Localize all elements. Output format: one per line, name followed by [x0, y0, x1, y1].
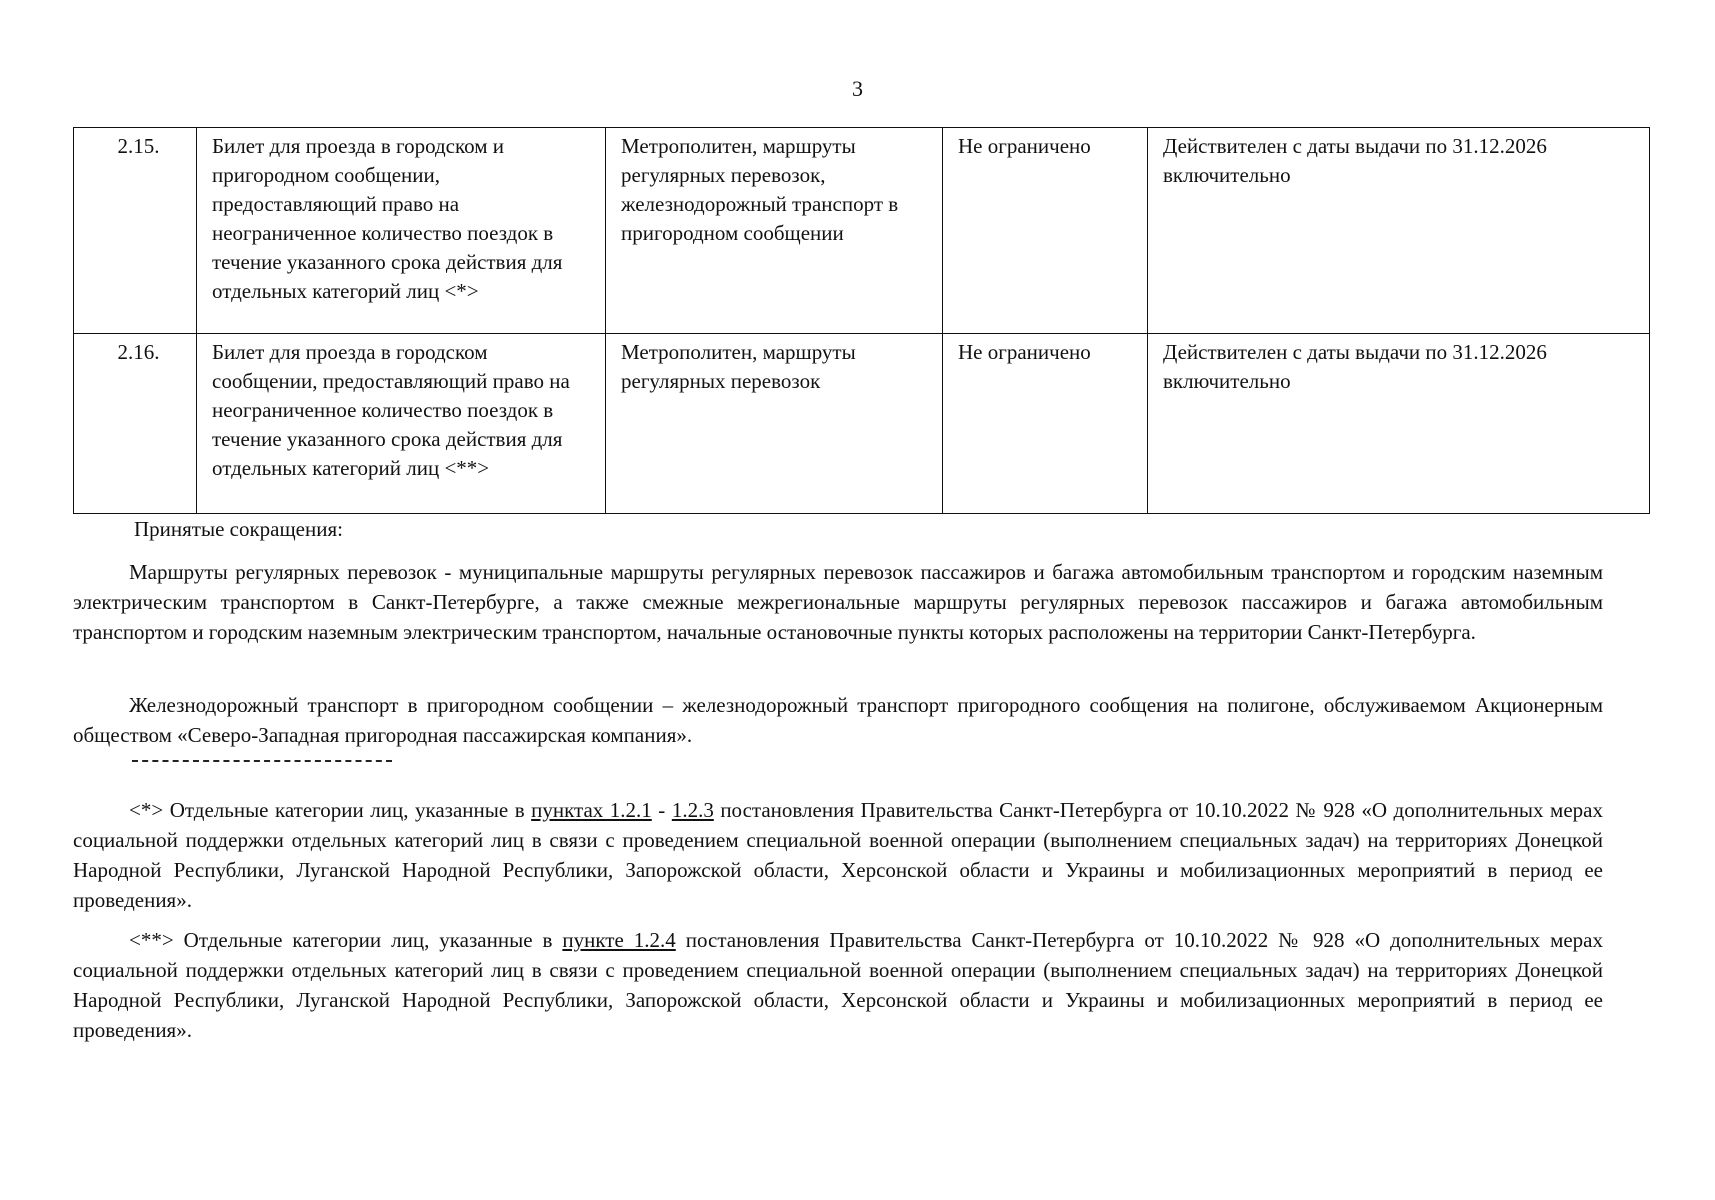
footnote-2-text: постановления Правительства Санкт-Петербурга от 10.10.2022 № 928 «О дополнительных мерах социальной поддержки отдельных категорий лиц в связи с проведением специальной военной операции (выполнением специальных задач) на территориях Донецкой Народной Республики, Луганской Народной Республики, Запорожской области, Херсонской области и Украины и мобилизационных мероприятий в период ее проведения». [73, 928, 1603, 1042]
footnote-2 [73, 925, 1603, 1045]
ticket-name: Билет для проезда в городском и пригородном сообщении, предоставляющий право на неограниченное количество поездок в течение указанного срока действия для отдельных категорий лиц <*> [197, 128, 606, 334]
table-row [74, 128, 1650, 334]
footnote-1 [73, 795, 1603, 915]
trip-limit: Не ограничено [943, 334, 1148, 514]
transport-types: Метрополитен, маршруты регулярных перевозок [606, 334, 943, 514]
trip-limit: Не ограничено [943, 128, 1148, 334]
footnote-separator [132, 760, 392, 762]
tickets-table [73, 127, 1650, 514]
footnote-1-link-1[interactable]: пунктах 1.2.1 [531, 798, 652, 822]
footnote-2-prefix: <**> Отдельные категории лиц, указанные в [129, 928, 563, 952]
railway-definition: Железнодорожный транспорт в пригородном сообщении – железнодорожный транспорт пригородного сообщения на полигоне, обслуживаемом Акционерным обществом «Северо-Западная пригородная пассажирская компания». [73, 693, 1603, 747]
footnote-2-link[interactable]: пункте 1.2.4 [562, 928, 676, 952]
table-row [74, 334, 1650, 514]
footnote-1-dash: - [651, 798, 672, 822]
footnote-1-link-2[interactable]: 1.2.3 [671, 798, 714, 822]
footnote-1-text: постановления Правительства Санкт-Петербурга от 10.10.2022 № 928 «О дополнительных мерах социальной поддержки отдельных категорий лиц в связи с проведением специальной военной операции (выполнением специальных задач) на территориях Донецкой Народной Республики, Луганской Народной Республики, Запорожской области, Херсонской области и Украины и мобилизационных мероприятий в период ее проведения». [73, 798, 1603, 912]
footnote-1-prefix: <*> Отдельные категории лиц, указанные в [129, 798, 532, 822]
ticket-name: Билет для проезда в городском сообщении, предоставляющий право на неограниченное количество поездок в течение указанного срока действия для отдельных категорий лиц <**> [197, 334, 606, 514]
validity-period: Действителен с даты выдачи по 31.12.2026 включительно [1148, 128, 1650, 334]
abbreviations-caption: Принятые сокращения: [134, 517, 343, 541]
routes-definition: Маршруты регулярных перевозок - муниципальные маршруты регулярных перевозок пассажиров и багажа автомобильным транспортом и городским наземным электрическим транспортом в Санкт-Петербурге, а также смежные межрегиональные маршруты регулярных перевозок пассажиров и багажа автомобильным транспортом и городским наземным электрическим транспортом, начальные остановочные пункты которых расположены на территории Санкт-Петербурга. [73, 560, 1603, 644]
row-number: 2.16. [74, 334, 197, 514]
transport-types: Метрополитен, маршруты регулярных перевозок, железнодорожный транспорт в пригородном сообщении [606, 128, 943, 334]
validity-period: Действителен с даты выдачи по 31.12.2026 включительно [1148, 334, 1650, 514]
row-number: 2.15. [74, 128, 197, 334]
page-number: 3 [852, 76, 863, 101]
